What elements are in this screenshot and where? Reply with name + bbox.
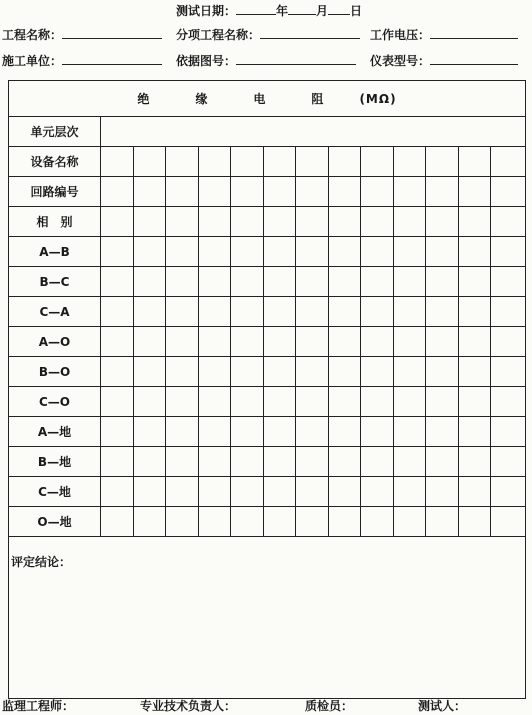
row-label: C—A <box>9 297 101 326</box>
table-row <box>9 477 525 507</box>
data-cell[interactable] <box>264 417 297 446</box>
data-cell[interactable] <box>199 267 232 296</box>
data-cell[interactable] <box>231 477 264 506</box>
table-row <box>9 417 525 447</box>
data-cell[interactable] <box>329 147 362 176</box>
data-cell[interactable] <box>394 327 427 356</box>
data-cell[interactable] <box>166 477 199 506</box>
data-cell[interactable] <box>459 207 492 236</box>
data-cell[interactable] <box>101 357 134 386</box>
data-cell[interactable] <box>199 327 232 356</box>
instrument-model-label: 仪表型号： <box>370 54 431 68</box>
row-label: C—地 <box>9 477 101 506</box>
data-cell[interactable] <box>231 237 264 266</box>
data-cell[interactable] <box>394 147 427 176</box>
data-cell[interactable] <box>459 387 492 416</box>
data-cell[interactable] <box>394 387 427 416</box>
data-cell[interactable] <box>231 387 264 416</box>
data-cell[interactable] <box>361 387 394 416</box>
data-cell[interactable] <box>101 237 134 266</box>
data-cell[interactable] <box>101 297 134 326</box>
construction-unit-input[interactable] <box>62 52 162 65</box>
working-voltage-input[interactable] <box>430 26 518 39</box>
data-cell[interactable] <box>426 147 459 176</box>
data-cell[interactable] <box>134 357 167 386</box>
data-cell[interactable] <box>199 357 232 386</box>
data-cell[interactable] <box>231 507 264 536</box>
instrument-model-field <box>370 52 518 69</box>
data-cell[interactable] <box>459 447 492 476</box>
data-cell[interactable] <box>134 507 167 536</box>
row-label: B—C <box>9 267 101 296</box>
data-cell[interactable] <box>491 147 524 176</box>
data-cell[interactable] <box>101 447 134 476</box>
construction-unit-label: 施工单位： <box>2 54 63 68</box>
table-row <box>9 297 525 327</box>
data-cell[interactable] <box>491 417 524 446</box>
month-label: 月 <box>316 4 329 18</box>
data-cell[interactable] <box>231 147 264 176</box>
data-cell[interactable] <box>134 147 167 176</box>
data-cell[interactable] <box>459 417 492 446</box>
data-cell[interactable] <box>166 387 199 416</box>
data-cell[interactable] <box>296 417 329 446</box>
data-cell[interactable] <box>361 237 394 266</box>
data-cell[interactable] <box>459 297 492 326</box>
day-label: 日 <box>350 4 363 18</box>
data-cell[interactable] <box>491 237 524 266</box>
data-cell[interactable] <box>296 327 329 356</box>
row-label: 相 别 <box>9 207 101 236</box>
data-cell[interactable] <box>426 417 459 446</box>
sub-project-field <box>176 26 360 43</box>
data-cell[interactable] <box>329 327 362 356</box>
data-cell[interactable] <box>491 507 524 536</box>
row-label: B—地 <box>9 447 101 476</box>
data-cell[interactable] <box>199 237 232 266</box>
project-name-field <box>2 26 162 43</box>
data-cell[interactable] <box>426 387 459 416</box>
data-cell[interactable] <box>101 327 134 356</box>
data-cell[interactable] <box>199 477 232 506</box>
data-cell[interactable] <box>491 477 524 506</box>
data-cell[interactable] <box>426 207 459 236</box>
data-cell[interactable] <box>101 267 134 296</box>
data-cell[interactable] <box>426 507 459 536</box>
table-row <box>9 447 525 477</box>
data-cell[interactable] <box>199 177 232 206</box>
data-cell[interactable] <box>361 477 394 506</box>
qc-signature: 质检员： <box>305 699 354 713</box>
data-cell[interactable] <box>134 267 167 296</box>
data-cell[interactable] <box>459 477 492 506</box>
data-cell[interactable] <box>426 297 459 326</box>
data-cell[interactable] <box>296 237 329 266</box>
working-voltage-label: 工作电压： <box>370 28 431 42</box>
tester-signature: 测试人： <box>418 699 467 713</box>
project-name-label: 工程名称： <box>2 28 63 42</box>
data-cell[interactable] <box>296 357 329 386</box>
data-cell[interactable] <box>166 327 199 356</box>
data-cell[interactable] <box>166 267 199 296</box>
data-cell[interactable] <box>199 207 232 236</box>
data-cell[interactable] <box>296 267 329 296</box>
data-cell[interactable] <box>296 207 329 236</box>
test-date-line <box>176 2 362 19</box>
data-cell[interactable] <box>264 357 297 386</box>
data-cell[interactable] <box>231 417 264 446</box>
conclusion-area[interactable] <box>9 551 525 698</box>
data-cell[interactable] <box>491 207 524 236</box>
data-cell[interactable] <box>199 387 232 416</box>
table-row <box>9 357 525 387</box>
table-row <box>9 147 525 177</box>
row-label: C—O <box>9 387 101 416</box>
data-cell[interactable] <box>199 297 232 326</box>
table-row <box>9 507 525 537</box>
row-label: O—地 <box>9 507 101 536</box>
table-unit: (MΩ) <box>359 91 397 106</box>
data-cell[interactable] <box>459 507 492 536</box>
data-cell[interactable] <box>199 447 232 476</box>
data-cell[interactable] <box>361 447 394 476</box>
data-cell[interactable] <box>199 147 232 176</box>
table-title-row <box>9 81 525 117</box>
data-cell[interactable] <box>264 177 297 206</box>
data-cell[interactable] <box>426 327 459 356</box>
data-cell[interactable] <box>101 177 134 206</box>
data-cell[interactable] <box>101 147 134 176</box>
data-cell[interactable] <box>426 447 459 476</box>
table-row <box>9 117 525 147</box>
year-blank[interactable] <box>236 2 276 15</box>
row-label: 设备名称 <box>9 147 101 176</box>
data-cell[interactable] <box>361 417 394 446</box>
basis-drawing-input[interactable] <box>236 52 356 65</box>
data-cell[interactable] <box>231 447 264 476</box>
data-cell[interactable] <box>329 177 362 206</box>
tech-lead-signature: 专业技术负责人： <box>140 699 237 713</box>
data-cell[interactable] <box>134 207 167 236</box>
data-cell[interactable] <box>491 267 524 296</box>
table-title: 绝缘电阻 <box>137 92 370 106</box>
construction-unit-field <box>2 52 162 69</box>
basis-drawing-label: 依据图号： <box>176 54 237 68</box>
data-cell[interactable] <box>296 147 329 176</box>
data-cell[interactable] <box>166 237 199 266</box>
data-cell[interactable] <box>134 417 167 446</box>
data-cell[interactable] <box>394 447 427 476</box>
data-cell[interactable] <box>199 507 232 536</box>
table-row <box>9 267 525 297</box>
working-voltage-field <box>370 26 518 43</box>
conclusion-label: 评定结论： <box>11 555 72 569</box>
data-cell[interactable] <box>426 237 459 266</box>
data-cell[interactable] <box>231 297 264 326</box>
data-cell[interactable] <box>361 297 394 326</box>
sub-project-input[interactable] <box>260 26 360 39</box>
data-cell[interactable] <box>134 327 167 356</box>
data-cell[interactable] <box>491 327 524 356</box>
data-cell[interactable] <box>101 387 134 416</box>
data-cell[interactable] <box>166 297 199 326</box>
data-cell[interactable] <box>459 177 492 206</box>
data-cell[interactable] <box>231 207 264 236</box>
data-cell[interactable] <box>264 297 297 326</box>
data-cell[interactable] <box>394 177 427 206</box>
table-row <box>9 237 525 267</box>
year-label: 年 <box>276 4 289 18</box>
data-cell[interactable] <box>491 177 524 206</box>
data-cell[interactable] <box>394 237 427 266</box>
table-row <box>9 327 525 357</box>
row-label: 单元层次 <box>9 117 101 146</box>
data-cell[interactable] <box>329 207 362 236</box>
data-cell[interactable] <box>296 297 329 326</box>
data-cell[interactable] <box>264 387 297 416</box>
data-cell[interactable] <box>231 357 264 386</box>
instrument-model-input[interactable] <box>430 52 518 65</box>
data-cell[interactable] <box>361 177 394 206</box>
data-cell[interactable] <box>231 177 264 206</box>
basis-drawing-field <box>176 52 356 69</box>
data-cell[interactable] <box>459 267 492 296</box>
data-cell[interactable] <box>426 267 459 296</box>
data-cell[interactable] <box>134 237 167 266</box>
row-label: B—O <box>9 357 101 386</box>
data-cell[interactable] <box>361 267 394 296</box>
table-row <box>9 177 525 207</box>
data-cell[interactable] <box>101 477 134 506</box>
data-cell[interactable] <box>166 507 199 536</box>
data-cell[interactable] <box>491 357 524 386</box>
data-cell[interactable] <box>459 357 492 386</box>
sub-project-label: 分项工程名称： <box>176 28 261 42</box>
data-cell[interactable] <box>166 177 199 206</box>
project-name-input[interactable] <box>62 26 162 39</box>
data-cell[interactable] <box>264 267 297 296</box>
data-cell[interactable] <box>296 387 329 416</box>
data-cell[interactable] <box>231 327 264 356</box>
data-cell[interactable] <box>101 417 134 446</box>
data-cell[interactable] <box>296 507 329 536</box>
supervisor-signature: 监理工程师： <box>2 699 75 713</box>
data-cell[interactable] <box>394 357 427 386</box>
data-cell[interactable] <box>166 147 199 176</box>
data-cell[interactable] <box>264 507 297 536</box>
data-cell[interactable] <box>491 297 524 326</box>
data-cell[interactable] <box>166 417 199 446</box>
data-cell[interactable] <box>361 507 394 536</box>
data-cell[interactable] <box>459 237 492 266</box>
data-cell[interactable] <box>361 207 394 236</box>
data-cell[interactable] <box>426 357 459 386</box>
month-blank[interactable] <box>288 2 316 15</box>
data-cell[interactable] <box>134 477 167 506</box>
data-cell[interactable] <box>394 207 427 236</box>
row-label: A—O <box>9 327 101 356</box>
data-cell[interactable] <box>166 207 199 236</box>
data-cell[interactable] <box>329 477 362 506</box>
data-cell[interactable] <box>329 237 362 266</box>
data-cell[interactable] <box>296 447 329 476</box>
insulation-resistance-table <box>8 80 526 699</box>
data-cell[interactable] <box>459 147 492 176</box>
data-cell[interactable] <box>491 447 524 476</box>
data-cell[interactable] <box>426 477 459 506</box>
table-row <box>9 207 525 237</box>
data-cell[interactable] <box>329 447 362 476</box>
data-cell[interactable] <box>329 297 362 326</box>
data-cell[interactable] <box>264 477 297 506</box>
data-cell[interactable] <box>101 507 134 536</box>
data-cell[interactable] <box>426 177 459 206</box>
test-date-label: 测试日期： <box>176 4 237 18</box>
row-label: A—地 <box>9 417 101 446</box>
data-cell[interactable] <box>394 417 427 446</box>
data-cell[interactable] <box>264 237 297 266</box>
data-cell[interactable] <box>361 147 394 176</box>
data-cell[interactable] <box>394 297 427 326</box>
data-cell[interactable] <box>329 387 362 416</box>
data-cell[interactable] <box>134 447 167 476</box>
data-cell[interactable] <box>296 477 329 506</box>
data-cell[interactable] <box>134 387 167 416</box>
row-label: A—B <box>9 237 101 266</box>
data-cell[interactable] <box>264 447 297 476</box>
data-cell[interactable] <box>361 357 394 386</box>
data-cell[interactable] <box>394 477 427 506</box>
unit-level-cell[interactable] <box>101 117 524 146</box>
data-cell[interactable] <box>264 207 297 236</box>
data-cell[interactable] <box>491 387 524 416</box>
row-label: 回路编号 <box>9 177 101 206</box>
data-cell[interactable] <box>329 507 362 536</box>
data-cell[interactable] <box>361 327 394 356</box>
data-cell[interactable] <box>199 417 232 446</box>
data-cell[interactable] <box>329 417 362 446</box>
data-cell[interactable] <box>394 507 427 536</box>
data-cell[interactable] <box>329 267 362 296</box>
data-cell[interactable] <box>134 177 167 206</box>
data-cell[interactable] <box>394 267 427 296</box>
data-cell[interactable] <box>166 447 199 476</box>
data-cell[interactable] <box>134 297 167 326</box>
data-cell[interactable] <box>459 327 492 356</box>
day-blank[interactable] <box>328 2 350 15</box>
table-row <box>9 387 525 417</box>
data-cell[interactable] <box>329 357 362 386</box>
data-cell[interactable] <box>296 177 329 206</box>
data-cell[interactable] <box>231 267 264 296</box>
data-cell[interactable] <box>166 357 199 386</box>
data-cell[interactable] <box>264 327 297 356</box>
data-cell[interactable] <box>101 207 134 236</box>
data-cell[interactable] <box>264 147 297 176</box>
